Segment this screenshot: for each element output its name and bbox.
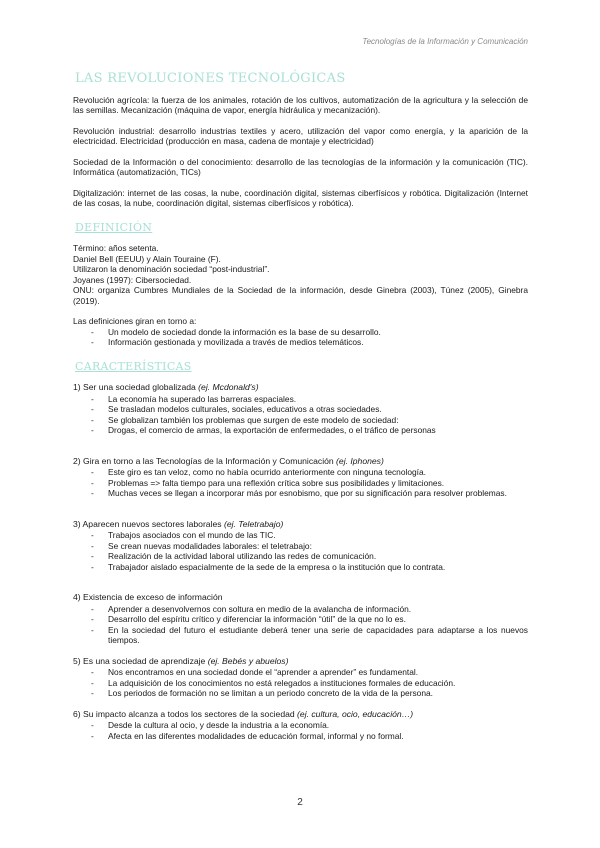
bullet-list <box>73 530 528 572</box>
bullet-list <box>73 394 528 436</box>
caracteristica-group-1 <box>73 382 528 436</box>
text-line: Daniel Bell (EEUU) y Alain Touraine (F). <box>73 253 221 264</box>
caracteristica-group-5 <box>73 656 528 699</box>
group-title: 6) Su impacto alcanza a todos los sectores de la sociedad (ej. cultura, ocio, educación…) <box>73 708 414 719</box>
paragraph: Digitalización: internet de las cosas, la nube, coordinación digital, sistemas ciberfísicos y robótica. Digitalización (Internet de las cosas, la nube, coordinación digital, sistemas ciberfísicos y robótica). <box>73 187 528 208</box>
bullet-list <box>73 467 528 499</box>
section-title-caracteristicas: CARACTERÍSTICAS <box>75 359 192 373</box>
page-content <box>73 71 528 741</box>
caracteristica-group-4 <box>73 592 528 646</box>
list-item: - Un modelo de sociedad donde la información es la base de su desarrollo. <box>91 327 528 338</box>
text-line: Joyanes (1997): Cibersociedad. <box>73 274 192 285</box>
bullet-list <box>73 667 528 699</box>
list-item: - Trabajos asociados con el mundo de las TIC. <box>91 530 528 541</box>
caracteristica-group-6 <box>73 709 528 742</box>
list-item: - Problemas => falta tiempo para una reflexión crítica sobre sus posibilidades y limitaciones. <box>91 478 528 489</box>
list-item: - Muchas veces se llegan a incorporar más por esnobismo, que por su significación para resolver problemas. <box>91 488 528 499</box>
paragraph: Revolución industrial: desarrollo industrias textiles y acero, utilización del vapor como energía, y la aparición de la electricidad. Electricidad (producción en masa, cadena de montaje y electricidad) <box>73 125 528 146</box>
caracteristica-group-3 <box>73 519 528 573</box>
list-item: - Nos encontramos en una sociedad donde el “aprender a aprender” es fundamental. <box>91 667 528 678</box>
revoluciones-list <box>73 95 528 209</box>
text-line: Término: años setenta. <box>73 243 159 253</box>
list-item: - Se trasladan modelos culturales, sociales, educativos a otras sociedades. <box>91 404 528 415</box>
list-item: - Realización de la actividad laboral utilizando las redes de comunicación. <box>91 551 528 562</box>
list-item: - La economía ha superado las barreras espaciales. <box>91 394 528 405</box>
list-item: - Trabajador aislado espacialmente de la sede de la empresa o la institución que lo contrata. <box>91 562 528 573</box>
list-item: - Desde la cultura al ocio, y desde la industria a la economía. <box>91 720 528 731</box>
paragraph: Revolución agrícola: la fuerza de los animales, rotación de los cultivos, automatización de la agricultura y la selección de las semillas. Mecanización (máquina de vapor, energía hidráulica y mecanización). <box>73 94 528 115</box>
definicion-block <box>73 243 528 348</box>
list-item: - Drogas, el comercio de armas, la exportación de enfermedades, o el tráfico de personas <box>91 425 528 436</box>
running-header: Tecnologías de la Información y Comunicación <box>362 37 528 46</box>
list-item: - Este giro es tan veloz, como no había ocurrido anteriormente con ninguna tecnología. <box>91 467 528 478</box>
list-item: - Desarrollo del espíritu crítico y diferenciar la información “útil” de la que no lo es. <box>91 614 528 625</box>
caracteristica-group-2 <box>73 456 528 499</box>
paragraph: Sociedad de la Información o del conocimiento: desarrollo de las tecnologías de la información y la comunicación (TIC). Informática (automatización, TICs) <box>73 156 528 177</box>
list-item: - Los periodos de formación no se limitan a un periodo concreto de la vida de la persona. <box>91 688 528 699</box>
text-line: Las definiciones giran en torno a: <box>73 316 197 326</box>
bullet-list <box>73 720 528 741</box>
group-title: 3) Aparecen nuevos sectores laborales (ej. Teletrabajo) <box>73 518 284 529</box>
list-item: - Aprender a desenvolvernos con soltura en medio de la avalancha de información. <box>91 604 528 615</box>
group-title: 4) Existencia de exceso de información <box>73 592 223 602</box>
group-title: 2) Gira en torno a las Tecnologías de la Información y Comunicación (ej. Iphones) <box>73 455 384 466</box>
list-item: - Se globalizan también los problemas que surgen de este modelo de sociedad: <box>91 415 528 426</box>
group-title: 1) Ser una sociedad globalizada (ej. Mcdonald's) <box>73 382 259 392</box>
list-item: - La adquisición de los conocimientos no está relegados a instituciones formales de educación. <box>91 678 528 689</box>
page-number: 2 <box>297 797 303 808</box>
section-title-revoluciones: LAS REVOLUCIONES TECNOLÓGICAS <box>75 71 346 86</box>
text-line: Utilizaron la denominación sociedad “post-industrial”. <box>73 264 270 274</box>
list-item: - En la sociedad del futuro el estudiante deberá tener una serie de capacidades para adaptarse a los nuevos tiempos. <box>91 625 528 646</box>
list-item: - Información gestionada y movilizada a través de medios telemáticos. <box>91 337 528 348</box>
list-item: - Se crean nuevas modalidades laborales: el teletrabajo: <box>91 541 528 552</box>
list-item: - Afecta en las diferentes modalidades de educación formal, informal y no formal. <box>91 731 528 742</box>
section-title-definicion: DEFINICIÓN <box>75 220 153 234</box>
group-title: 5) Es una sociedad de aprendizaje (ej. Bebés y abuelos) <box>73 655 289 666</box>
bullet-list <box>73 604 528 646</box>
bullet-list <box>73 327 528 348</box>
text-line: ONU: organiza Cumbres Mundiales de la Sociedad de la información, desde Ginebra (2003), Túnez (2005), Ginebra (2019). <box>73 285 528 306</box>
